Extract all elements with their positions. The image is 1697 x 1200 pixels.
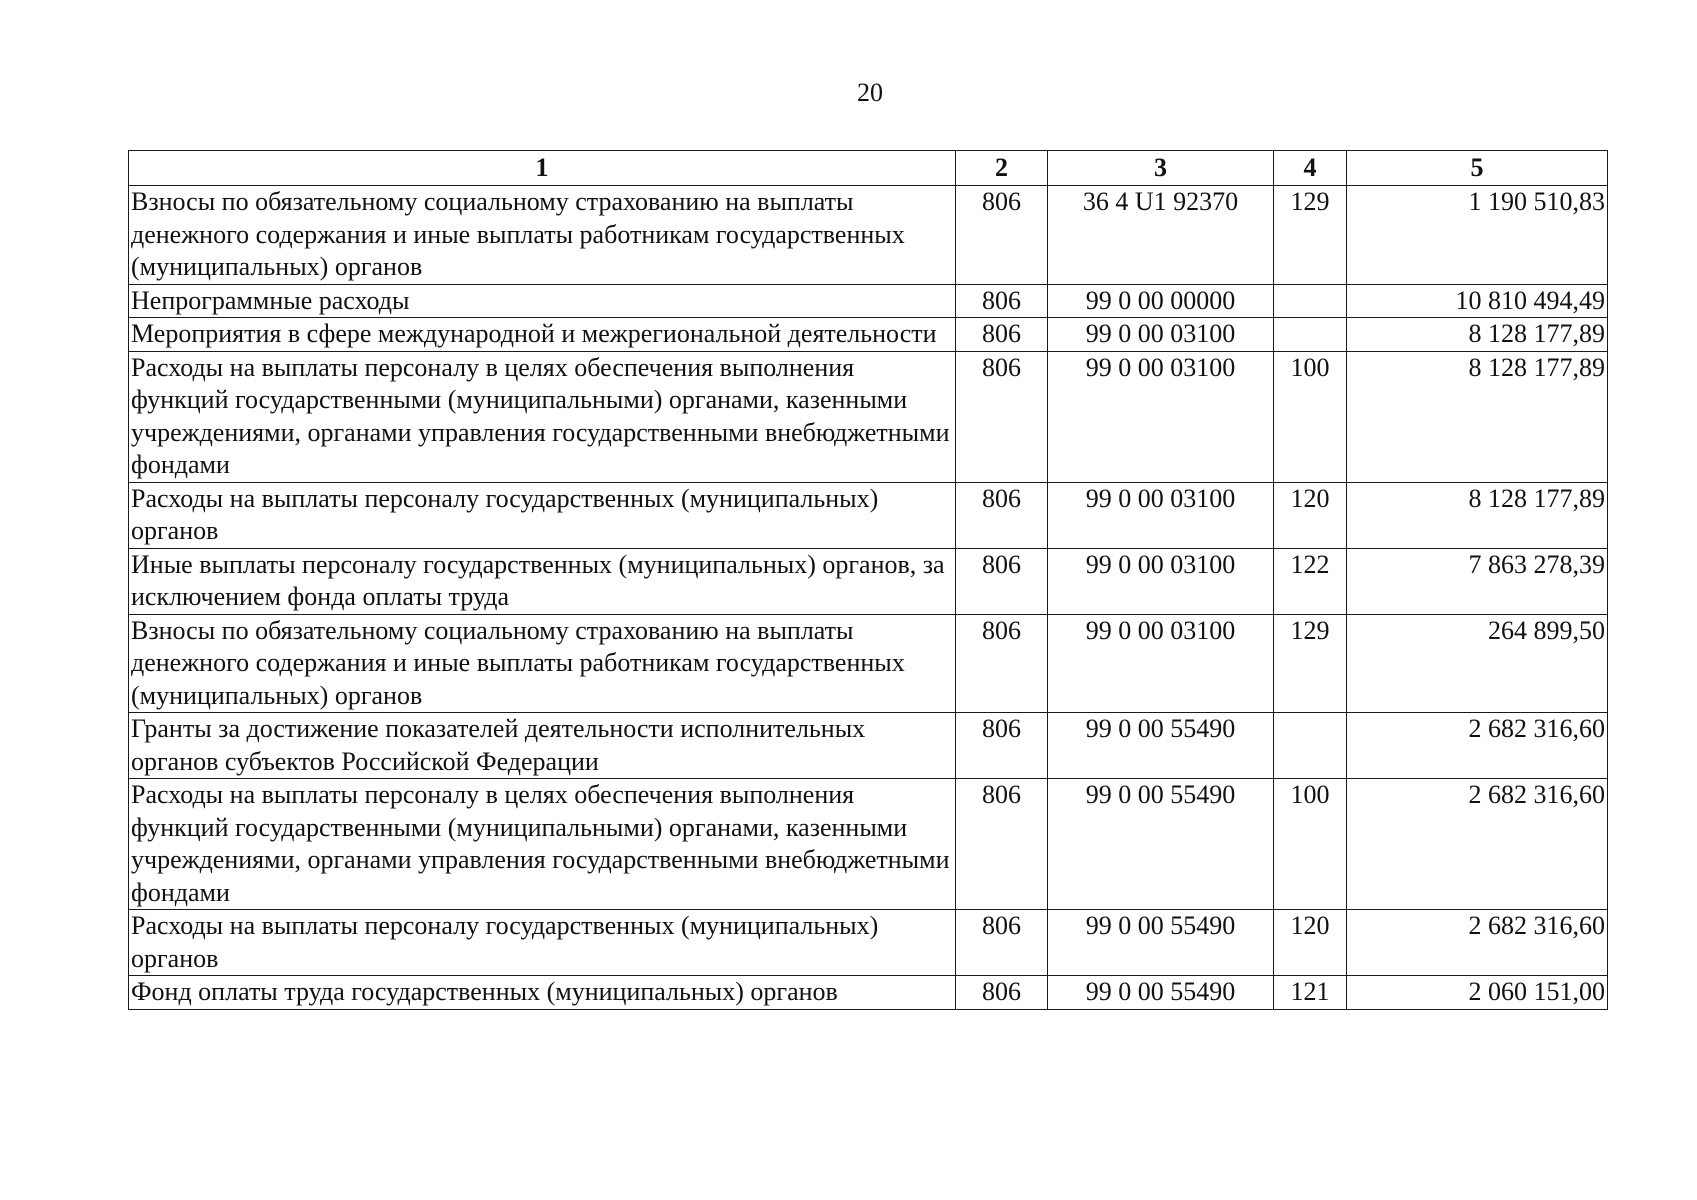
cell-type: 129: [1274, 186, 1347, 285]
cell-target: 99 0 00 03100: [1048, 548, 1274, 614]
cell-name: Взносы по обязательному социальному страхованию на выплаты денежного содержания и иные выплаты работникам государственных (муниципальных) органов: [129, 614, 956, 713]
cell-code: 806: [956, 351, 1048, 482]
cell-name: Расходы на выплаты персоналу в целях обеспечения выполнения функций государственными (муниципальными) органами, казенными учреждениями, органами управления государственными внебюджетными фондами: [129, 779, 956, 910]
table-row: [129, 779, 1608, 910]
cell-code: 806: [956, 548, 1048, 614]
column-header-1: 1: [129, 151, 956, 186]
cell-amount: 1 190 510,83: [1347, 186, 1608, 285]
cell-code: 806: [956, 713, 1048, 779]
cell-name: Непрограммные расходы: [129, 284, 956, 318]
cell-code: 806: [956, 186, 1048, 285]
cell-amount: 8 128 177,89: [1347, 482, 1608, 548]
table-row: [129, 910, 1608, 976]
cell-code: 806: [956, 318, 1048, 352]
cell-amount: 2 682 316,60: [1347, 713, 1608, 779]
cell-target: 99 0 00 03100: [1048, 318, 1274, 352]
cell-type: 100: [1274, 351, 1347, 482]
cell-target: 99 0 00 03100: [1048, 482, 1274, 548]
cell-code: 806: [956, 614, 1048, 713]
column-header-5: 5: [1347, 151, 1608, 186]
cell-name: Расходы на выплаты персоналу государственных (муниципальных) органов: [129, 910, 956, 976]
page-number: 20: [857, 78, 883, 107]
table-header-row: [129, 151, 1608, 186]
cell-target: 99 0 00 55490: [1048, 976, 1274, 1010]
cell-type: 100: [1274, 779, 1347, 910]
cell-name: Гранты за достижение показателей деятельности исполнительных органов субъектов Российской Федерации: [129, 713, 956, 779]
cell-code: 806: [956, 482, 1048, 548]
cell-target: 99 0 00 55490: [1048, 713, 1274, 779]
table-row: [129, 351, 1608, 482]
cell-target: 99 0 00 03100: [1048, 351, 1274, 482]
cell-amount: 2 682 316,60: [1347, 910, 1608, 976]
cell-code: 806: [956, 284, 1048, 318]
table-body: [129, 186, 1608, 1010]
cell-amount: 2 060 151,00: [1347, 976, 1608, 1010]
cell-type: 122: [1274, 548, 1347, 614]
cell-code: 806: [956, 976, 1048, 1010]
column-header-4: 4: [1274, 151, 1347, 186]
column-header-3: 3: [1048, 151, 1274, 186]
cell-type: [1274, 318, 1347, 352]
cell-amount: 7 863 278,39: [1347, 548, 1608, 614]
table-row: [129, 284, 1608, 318]
cell-target: 99 0 00 55490: [1048, 779, 1274, 910]
table-row: [129, 548, 1608, 614]
cell-target: 99 0 00 00000: [1048, 284, 1274, 318]
cell-target: 99 0 00 03100: [1048, 614, 1274, 713]
cell-name: Мероприятия в сфере международной и межрегиональной деятельности: [129, 318, 956, 352]
cell-code: 806: [956, 910, 1048, 976]
cell-type: 129: [1274, 614, 1347, 713]
table-row: [129, 186, 1608, 285]
cell-type: [1274, 284, 1347, 318]
cell-target: 99 0 00 55490: [1048, 910, 1274, 976]
table-row: [129, 976, 1608, 1010]
cell-name: Фонд оплаты труда государственных (муниципальных) органов: [129, 976, 956, 1010]
table-row: [129, 614, 1608, 713]
cell-name: Взносы по обязательному социальному страхованию на выплаты денежного содержания и иные выплаты работникам государственных (муниципальных) органов: [129, 186, 956, 285]
cell-type: 120: [1274, 910, 1347, 976]
budget-table: [128, 150, 1608, 1010]
cell-amount: 10 810 494,49: [1347, 284, 1608, 318]
cell-target: 36 4 U1 92370: [1048, 186, 1274, 285]
cell-amount: 264 899,50: [1347, 614, 1608, 713]
table-row: [129, 318, 1608, 352]
cell-amount: 8 128 177,89: [1347, 351, 1608, 482]
table-row: [129, 713, 1608, 779]
column-header-2: 2: [956, 151, 1048, 186]
cell-type: 120: [1274, 482, 1347, 548]
cell-code: 806: [956, 779, 1048, 910]
cell-type: [1274, 713, 1347, 779]
cell-type: 121: [1274, 976, 1347, 1010]
cell-name: Иные выплаты персоналу государственных (муниципальных) органов, за исключением фонда оплаты труда: [129, 548, 956, 614]
table-row: [129, 482, 1608, 548]
cell-name: Расходы на выплаты персоналу государственных (муниципальных) органов: [129, 482, 956, 548]
cell-name: Расходы на выплаты персоналу в целях обеспечения выполнения функций государственными (муниципальными) органами, казенными учреждениями, органами управления государственными внебюджетными фондами: [129, 351, 956, 482]
cell-amount: 2 682 316,60: [1347, 779, 1608, 910]
cell-amount: 8 128 177,89: [1347, 318, 1608, 352]
